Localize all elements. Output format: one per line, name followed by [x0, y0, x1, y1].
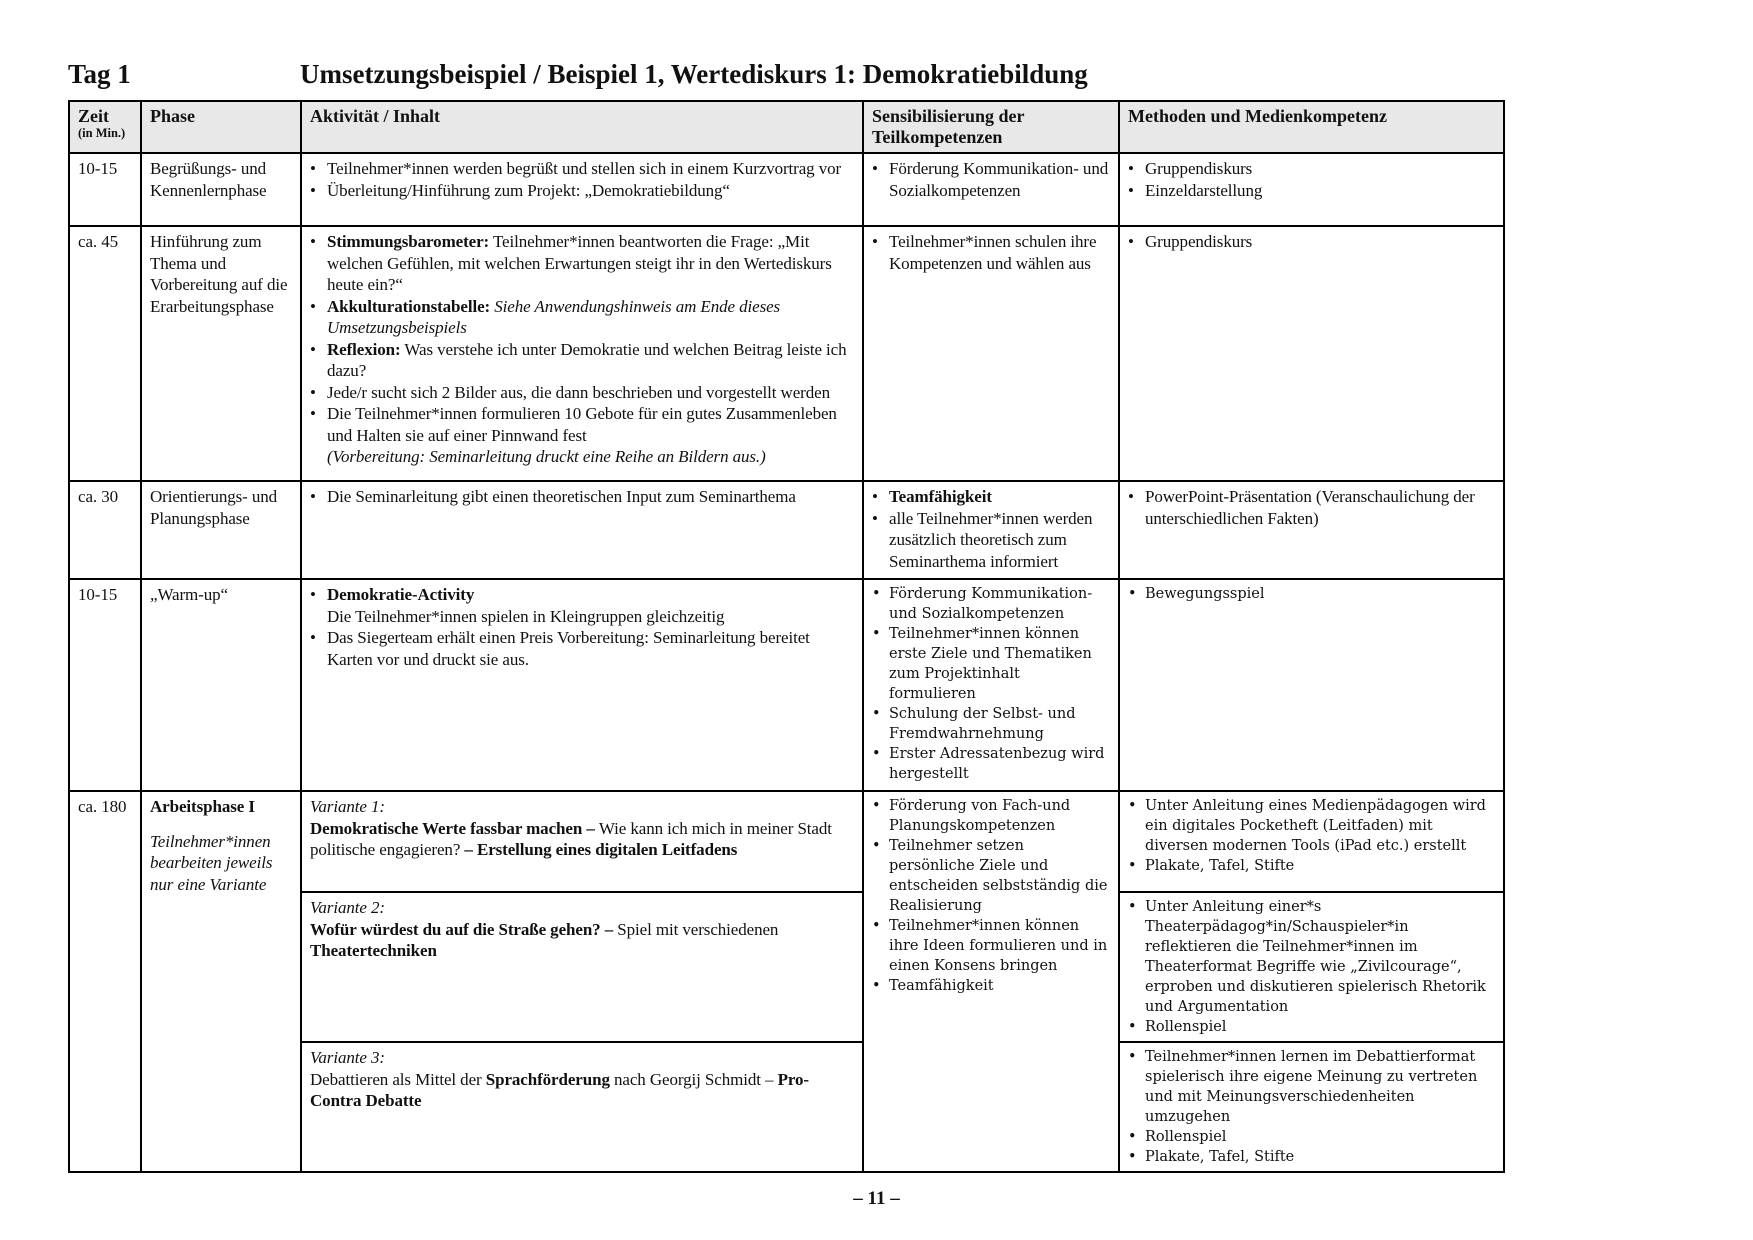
cell-sensibilisierung: [863, 153, 1119, 226]
bullet-marker: •: [1128, 1019, 1137, 1035]
bullet-item: • Teilnehmer*innen lernen im Debattierformat spielerisch ihre eigene Meinung zu vertreten und mit Meinungsverschiedenheiten umzugehen: [1128, 1049, 1478, 1125]
cell-zeit: 10-15: [69, 579, 141, 791]
text-line: Variante 2:: [310, 898, 385, 917]
bullet-item: • PowerPoint-Präsentation (Veranschaulichung der unterschiedlichen Fakten): [1128, 487, 1475, 528]
cell-zeit: ca. 180: [69, 791, 141, 1172]
text-line: Variante 3:: [310, 1048, 385, 1067]
cell-aktivitaet: [301, 481, 863, 579]
text-line: „Warm-up“: [150, 585, 228, 604]
text-line: Die Teilnehmer*innen spielen in Kleingruppen gleichzeitig: [327, 606, 725, 626]
bullet-marker: •: [872, 918, 881, 934]
cell-aktivitaet-variante-1: [301, 791, 863, 892]
bullet-marker: •: [310, 487, 316, 506]
bullet-item: • Rollenspiel: [1128, 1019, 1227, 1035]
bullet-item: • Rollenspiel: [1128, 1129, 1227, 1145]
bullet-marker: •: [1128, 899, 1137, 915]
cell-sensibilisierung: [863, 481, 1119, 579]
text-line: Teilnehmer*innen bearbeiten jeweils nur eine Variante: [150, 831, 273, 894]
table-row: [69, 153, 1504, 226]
header-sensibilisierung: Sensibilisierung der Teilkompetenzen: [863, 101, 1119, 153]
header-phase: Phase: [141, 101, 301, 153]
cell-phase: [141, 226, 301, 481]
text-line: Arbeitsphase I: [150, 797, 255, 816]
table-header-row: [69, 101, 1504, 153]
bullet-marker: •: [1128, 180, 1134, 200]
text-line: Orientierungs- und Planungsphase: [150, 487, 278, 528]
bullet-item: • alle Teilnehmer*innen werden zusätzlich theoretisch zum Seminarthema informiert: [872, 508, 1093, 571]
bullet-marker: •: [310, 585, 316, 604]
cell-aktivitaet-variante-3: [301, 1042, 863, 1172]
bullet-marker: •: [1128, 1049, 1137, 1065]
bullet-marker: •: [1128, 1149, 1137, 1165]
header-zeit-label: Zeit: [78, 106, 109, 126]
bullet-marker: •: [1128, 159, 1134, 178]
text-line: (Vorbereitung: Seminarleitung druckt eine Reihe an Bildern aus.): [327, 447, 766, 466]
bullet-item: • Teamfähigkeit: [872, 487, 992, 506]
page-header: [68, 58, 1503, 90]
cell-zeit: ca. 45: [69, 226, 141, 481]
bullet-item: • Erster Adressatenbezug wird hergestellt: [872, 746, 1105, 782]
cell-phase: [141, 153, 301, 226]
bullet-marker: •: [872, 978, 881, 994]
cell-aktivitaet: [301, 226, 863, 481]
text-line: Variante 1:: [310, 797, 385, 816]
bullet-item: • Demokratie-Activity: [310, 585, 475, 604]
bullet-marker: •: [1128, 858, 1137, 874]
cell-aktivitaet: [301, 579, 863, 791]
bullet-item: • Förderung Kommunikation- und Sozialkompetenzen: [872, 586, 1093, 622]
bullet-item: • Gruppendiskurs: [1128, 232, 1253, 251]
table-row: [69, 579, 1504, 791]
text-line: Begrüßungs- und Kennenlernphase: [150, 159, 267, 200]
bullet-item: • Akkulturationstabelle: Siehe Anwendungshinweis am Ende dieses Umsetzungsbeispiels: [310, 296, 781, 337]
bullet-item: • Einzeldarstellung: [1128, 180, 1263, 200]
cell-aktivitaet: [301, 153, 863, 226]
bullet-marker: •: [872, 706, 881, 722]
table-row: [69, 226, 1504, 481]
bullet-marker: •: [310, 339, 316, 359]
bullet-item: • Teilnehmer setzen persönliche Ziele und entscheiden selbstständig die Realisierung: [872, 838, 1108, 914]
bullet-marker: •: [872, 798, 881, 814]
bullet-item: • Teilnehmer*innen können erste Ziele und Thematiken zum Projektinhalt formulieren: [872, 626, 1092, 702]
cell-methoden: [1119, 153, 1504, 226]
page-number: – 11 –: [853, 1188, 900, 1209]
cell-sensibilisierung: [863, 579, 1119, 791]
text-line: Hinführung zum Thema und Vorbereitung auf die Erarbeitungsphase: [150, 232, 288, 316]
bullet-marker: •: [310, 382, 316, 402]
bullet-item: • Die Seminarleitung gibt einen theoretischen Input zum Seminarthema: [310, 487, 796, 506]
bullet-marker: •: [872, 586, 881, 602]
seminar-plan-table: [68, 100, 1505, 1173]
bullet-item: • Stimmungsbarometer: Teilnehmer*innen beantworten die Frage: „Mit welchen Gefühlen, mit welchen Erwartungen steigt ihr in den Wertediskurs heute ein?“: [310, 232, 832, 294]
cell-zeit: 10-15: [69, 153, 141, 226]
cell-aktivitaet-variante-2: [301, 892, 863, 1042]
text-line: Demokratische Werte fassbar machen – Wie kann ich mich in meiner Stadt politische engagieren? – Erstellung eines digitalen Leitfadens: [310, 818, 832, 859]
bullet-item: • Bewegungsspiel: [1128, 586, 1265, 602]
cell-methoden-variante-2: [1119, 892, 1504, 1042]
bullet-item: • Plakate, Tafel, Stifte: [1128, 1149, 1295, 1165]
bullet-marker: •: [1128, 232, 1134, 251]
bullet-item: • Überleitung/Hinführung zum Projekt: „Demokratiebildung“: [310, 180, 730, 200]
bullet-marker: •: [1128, 487, 1134, 506]
bullet-item: • Förderung von Fach-und Planungskompetenzen: [872, 798, 1071, 834]
bullet-item: • Unter Anleitung einer*s Theaterpädagog*in/Schauspieler*in reflektieren die Teilnehmer*innen im Theaterformat Begriffe wie „Zivilcourage“, erproben und diskutieren spielerisch Rhetorik und Argumentation: [1128, 899, 1486, 1015]
bullet-marker: •: [310, 628, 316, 647]
bullet-marker: •: [872, 746, 881, 762]
bullet-item: • Plakate, Tafel, Stifte: [1128, 858, 1295, 874]
day-label: Tag 1: [68, 59, 131, 89]
page-title: Umsetzungsbeispiel / Beispiel 1, Wertediskurs 1: Demokratiebildung: [300, 59, 1088, 89]
bullet-item: • Gruppendiskurs: [1128, 159, 1253, 178]
bullet-item: • Die Teilnehmer*innen formulieren 10 Gebote für ein gutes Zusammenleben und Halten sie auf einer Pinnwand fest: [310, 404, 837, 445]
bullet-item: • Jede/r sucht sich 2 Bilder aus, die dann beschrieben und vorgestellt werden: [310, 382, 830, 402]
cell-phase: [141, 579, 301, 791]
header-aktivitaet: Aktivität / Inhalt: [301, 101, 863, 153]
bullet-item: • Teilnehmer*innen können ihre Ideen formulieren und in einen Konsens bringen: [872, 918, 1108, 974]
bullet-marker: •: [872, 232, 878, 251]
bullet-item: • Teilnehmer*innen werden begrüßt und stellen sich in einem Kurzvortrag vor: [310, 159, 842, 178]
text-line: Debattieren als Mittel der Sprachförderung nach Georgij Schmidt – Pro-Contra Debatte: [310, 1069, 809, 1110]
cell-methoden-variante-3: [1119, 1042, 1504, 1172]
bullet-item: • Das Siegerteam erhält einen Preis Vorbereitung: Seminarleitung bereitet Karten vor und druckt sie aus.: [310, 628, 810, 669]
bullet-item: • Förderung Kommunikation- und Sozialkompetenzen: [872, 159, 1109, 200]
cell-zeit: ca. 30: [69, 481, 141, 579]
bullet-marker: •: [310, 180, 316, 200]
header-zeit: [69, 101, 141, 153]
bullet-marker: •: [310, 232, 316, 251]
cell-sensibilisierung: [863, 226, 1119, 481]
cell-methoden: [1119, 579, 1504, 791]
cell-methoden-variante-1: [1119, 791, 1504, 892]
cell-phase: [141, 791, 301, 1172]
bullet-marker: •: [310, 296, 316, 316]
bullet-marker: •: [310, 404, 316, 423]
cell-phase: [141, 481, 301, 579]
bullet-marker: •: [1128, 798, 1137, 814]
table-row: [69, 481, 1504, 579]
text-line: Wofür würdest du auf die Straße gehen? – Spiel mit verschiedenen Theatertechniken: [310, 919, 779, 960]
table-row: [69, 791, 1504, 892]
bullet-marker: •: [310, 159, 316, 178]
bullet-marker: •: [1128, 586, 1137, 602]
cell-methoden: [1119, 226, 1504, 481]
header-methoden: Methoden und Medienkompetenz: [1119, 101, 1504, 153]
bullet-marker: •: [872, 838, 881, 854]
bullet-item: • Teilnehmer*innen schulen ihre Kompetenzen und wählen aus: [872, 232, 1097, 273]
bullet-marker: •: [872, 159, 878, 178]
bullet-item: • Schulung der Selbst- und Fremdwahrnehmung: [872, 706, 1076, 742]
bullet-item: • Unter Anleitung eines Medienpädagogen wird ein digitales Pocketheft (Leitfaden) mit diversen modernen Tools (iPad etc.) erstellt: [1128, 798, 1486, 854]
bullet-marker: •: [872, 508, 878, 528]
header-zeit-sub: (in Min.): [78, 126, 126, 140]
bullet-item: • Teamfähigkeit: [872, 978, 994, 994]
bullet-marker: •: [872, 487, 878, 506]
cell-sensibilisierung: [863, 791, 1119, 1172]
bullet-marker: •: [872, 626, 881, 642]
bullet-marker: •: [1128, 1129, 1137, 1145]
cell-methoden: [1119, 481, 1504, 579]
bullet-item: • Reflexion: Was verstehe ich unter Demokratie und welchen Beitrag leiste ich dazu?: [310, 339, 847, 380]
